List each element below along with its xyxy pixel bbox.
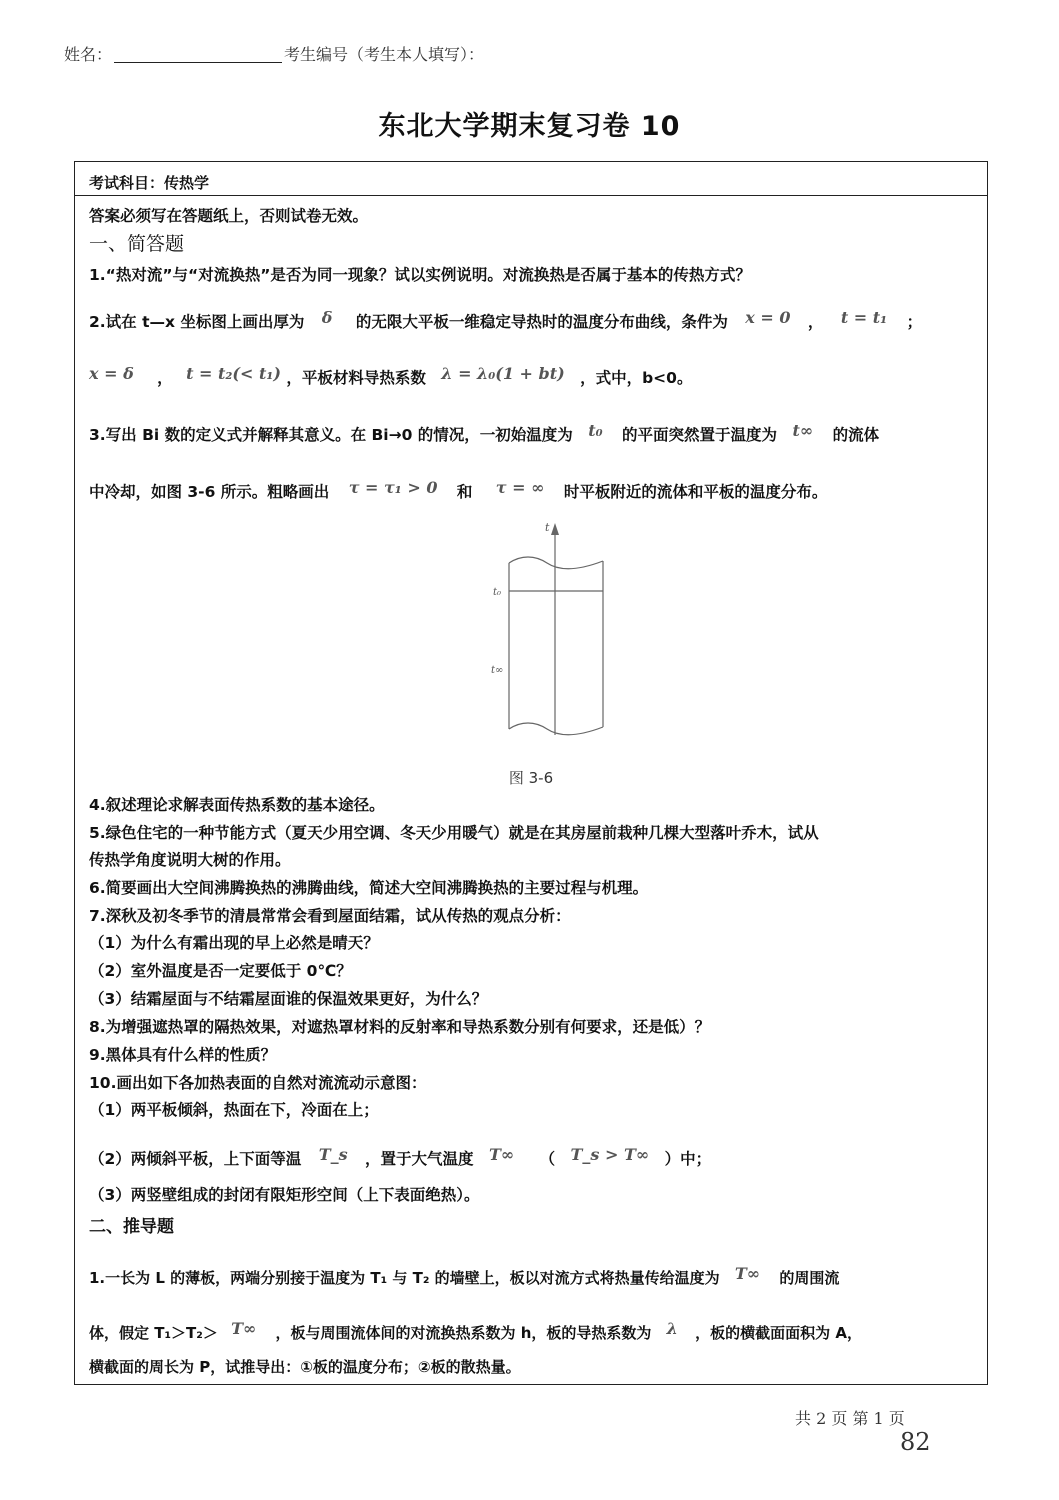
question-7-sub2: （2）室外温度是否一定要低于 0℃？ [89,962,352,980]
figure-label-t0: t₀ [493,587,502,598]
math-ts-gt-tinf: T_s > T∞ [570,1145,650,1164]
math-t-inf-air: T∞ [488,1145,515,1164]
math-t-inf-fluid: T∞ [734,1264,761,1283]
question-5-line1: 5.绿色住宅的一种节能方式（夏天少用空调、冬天少用暖气）就是在其房屋前栽种几棵大型落叶乔木，试从 [89,824,819,842]
question-10-sub3: （3）两竖壁组成的封闭有限矩形空间（上下表面绝热）。 [89,1186,480,1204]
question-10: 10.画出如下各加热表面的自然对流流动示意图： [89,1074,427,1092]
question-10-sub1: （1）两平板倾斜，热面在下，冷面在上； [89,1101,379,1119]
math-ts: T_s [318,1145,348,1164]
question-2-line1: 2.试在 t—x 坐标图上画出厚为 δ 的无限大平板一维稳定导热时的温度分布曲线，条件为 x = 0 ， t = t₁ ； [89,308,923,331]
math-x0: x = 0 [745,308,791,327]
question-7-sub1: （1）为什么有霜出现的早上必然是晴天？ [89,934,379,952]
figure-label-tinf: t∞ [491,665,504,676]
math-t-inf: t∞ [792,421,814,440]
question-4: 4.叙述理论求解表面传热系数的基本途径。 [89,796,385,814]
question-3-line2: 中冷却，如图 3-6 所示。粗略画出 τ = τ₁ > 0 和 τ = ∞ 时平板附近的流体和平板的温度分布。 [89,478,828,501]
figure-top-break [509,557,603,569]
figure-caption: 图 3-6 [508,769,554,787]
question-10-sub2: （2）两倾斜平板，上下面等温 T_s ，置于大气温度 T∞ （ T_s > T∞ ）中； [89,1145,712,1168]
question-6: 6.简要画出大空间沸腾换热的沸腾曲线，简述大空间沸腾换热的主要过程与机理。 [89,879,649,897]
figure-3-6 [485,517,625,747]
notice: 答案必须写在答题纸上，否则试卷无效。 [89,207,369,225]
math-t-t1: t = t₁ [840,308,888,327]
math-t-t2: t = t₂(< t₁) [186,364,281,383]
figure-axis-arrow [551,523,559,535]
page-number: 82 [900,1428,931,1456]
math-lambda-eq: λ = λ₀(1 + bt) [441,364,565,383]
derivation-1-line2: 体，假定 T₁＞T₂＞ T∞ ，板与周围流体间的对流换热系数为 h，板的导热系数为 λ ，板的横截面面积为 A， [89,1319,862,1342]
math-tau-inf: τ = ∞ [495,478,545,497]
name-blank [114,48,282,63]
section1-title: 一、简答题 [89,233,185,255]
math-t0: t₀ [588,421,603,440]
name-label: 姓名： [64,45,113,64]
exam-box [74,161,988,1385]
math-t-inf-2: T∞ [231,1319,257,1338]
exam-header [64,42,484,65]
math-tau1: τ = τ₁ > 0 [348,478,438,497]
candidate-id-label: 考生编号（考生本人填写）： [284,45,485,64]
question-5-line2: 传热学角度说明大树的作用。 [89,851,291,869]
question-3-line1: 3.写出 Bi 数的定义式并解释其意义。在 Bi→0 的情况，一初始温度为 t₀ 的平面突然置于温度为 t∞ 的流体 [89,421,880,444]
question-7-sub3: （3）结霜屋面与不结霜屋面谁的保温效果更好，为什么？ [89,990,488,1008]
subject-row: 考试科目：传热学 [75,162,987,196]
figure-bottom-break [509,723,603,735]
derivation-1-line1: 1.一长为 L 的薄板，两端分别接于温度为 T₁ 与 T₂ 的墙壁上，板以对流方式将热量传给温度为 T∞ 的周围流 [89,1264,840,1287]
question-2-line2: x = δ ， t = t₂(< t₁) ，平板材料导热系数 λ = λ₀(1 + bt) ，式中，b<0。 [89,364,693,387]
math-x-delta: x = δ [89,364,134,383]
page-indicator: 共 2 页 第 1 页 [795,1409,905,1428]
section2-title: 二、推导题 [89,1217,174,1237]
figure-label-t: t [545,521,550,534]
math-lambda: λ [666,1319,678,1338]
math-delta: δ [321,308,333,327]
question-7: 7.深秋及初冬季节的清晨常常会看到屋面结霜，试从传热的观点分析： [89,907,571,925]
exam-title: 东北大学期末复习卷 10 [378,111,681,142]
question-8: 8.为增强遮热罩的隔热效果，对遮热罩材料的反射率和导热系数分别有何要求，还是低）？ [89,1018,711,1036]
derivation-1-line3: 横截面的周长为 P，试推导出：①板的温度分布；②板的散热量。 [89,1358,521,1376]
question-1: 1.“热对流”与“对流换热”是否为同一现象？试以实例说明。对流换热是否属于基本的传热方式？ [89,266,751,284]
question-9: 9.黑体具有什么样的性质？ [89,1046,277,1064]
